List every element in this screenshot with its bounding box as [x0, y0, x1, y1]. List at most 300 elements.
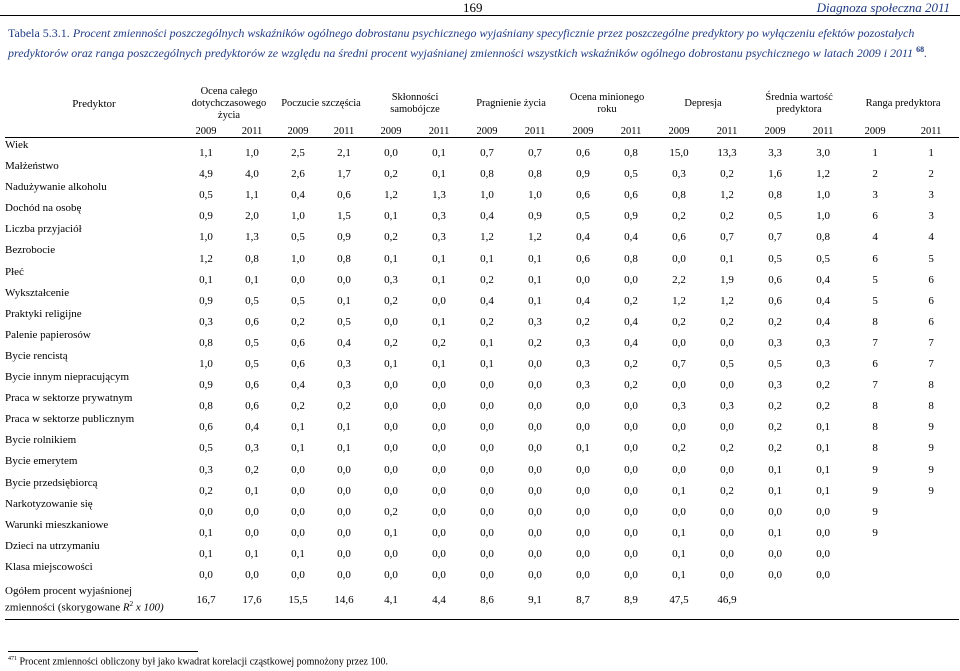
value-cell: 1,6: [768, 168, 782, 181]
value-cell: 0,5: [199, 189, 213, 202]
value-cell: 9: [872, 505, 878, 518]
running-title: Diagnoza społeczna 2011: [816, 0, 950, 15]
value-cell: 0,0: [528, 442, 542, 455]
value-cell: 1,0: [480, 189, 494, 202]
row-label: Liczba przyjaciół: [5, 223, 82, 236]
table-row: [5, 560, 959, 581]
value-cell: 0,8: [245, 252, 259, 265]
table-row: [5, 412, 959, 433]
value-cell: 0,9: [199, 294, 213, 307]
value-cell: 3: [928, 189, 934, 202]
total-value-cell: 8,6: [463, 581, 511, 620]
year-header: 2011: [903, 124, 959, 138]
value-cell: 0,6: [768, 294, 782, 307]
value-cell: 0,5: [245, 294, 259, 307]
value-cell: 0,3: [576, 379, 590, 392]
value-cell: 0,2: [384, 336, 398, 349]
value-cell: 0,0: [672, 421, 686, 434]
value-cell: 0,2: [768, 315, 782, 328]
value-cell: 0,0: [480, 379, 494, 392]
value-cell: 6: [928, 294, 934, 307]
year-header: 2009: [559, 124, 607, 138]
value-cell: 0,1: [432, 168, 446, 181]
value-cell: 0,1: [384, 252, 398, 265]
value-cell: 0,3: [720, 400, 734, 413]
value-cell: 0,5: [337, 315, 351, 328]
year-header: 2009: [275, 124, 321, 138]
value-cell: 0,2: [384, 231, 398, 244]
value-cell: 0,3: [576, 358, 590, 371]
value-cell: 0,6: [245, 400, 259, 413]
row-label: Narkotyzowanie się: [5, 497, 93, 510]
value-cell: 0,2: [672, 210, 686, 223]
value-cell: 0,0: [432, 294, 446, 307]
total-value-cell: 16,7: [183, 581, 229, 620]
value-cell: 15,0: [669, 147, 689, 160]
value-cell: 0,2: [624, 379, 638, 392]
value-cell: 0,1: [291, 442, 305, 455]
value-cell: 0,4: [291, 189, 305, 202]
value-cell: 0,0: [720, 336, 734, 349]
value-cell: 0,4: [816, 315, 830, 328]
value-cell: 0,4: [337, 336, 351, 349]
value-cell: 0,3: [816, 358, 830, 371]
value-cell: 0,1: [672, 484, 686, 497]
value-cell: 9: [928, 463, 934, 476]
total-value-cell: 46,9: [703, 581, 751, 620]
total-row-label: [5, 581, 183, 620]
table-row: [5, 391, 959, 412]
value-cell: 0,0: [576, 568, 590, 581]
value-cell: 0,7: [768, 231, 782, 244]
table-row: [5, 159, 959, 180]
value-cell: 0,2: [720, 168, 734, 181]
value-cell: 0,8: [672, 189, 686, 202]
value-cell: 0,4: [624, 231, 638, 244]
value-cell: 0,1: [291, 421, 305, 434]
group-header: Depresja: [684, 98, 722, 109]
value-cell: 1,3: [245, 231, 259, 244]
value-cell: 0,0: [432, 400, 446, 413]
value-cell: 0,0: [432, 505, 446, 518]
value-cell: 0,0: [384, 547, 398, 560]
value-cell: 0,0: [480, 463, 494, 476]
value-cell: 0,0: [576, 463, 590, 476]
year-header: 2009: [367, 124, 415, 138]
year-header: 2011: [229, 124, 275, 138]
value-cell: 9: [928, 442, 934, 455]
value-cell: 0,8: [816, 231, 830, 244]
value-cell: 0,0: [816, 547, 830, 560]
value-cell: 0,0: [337, 484, 351, 497]
value-cell: 0,0: [528, 505, 542, 518]
row-label: Bycie rencistą: [5, 349, 68, 362]
value-cell: 0,0: [337, 568, 351, 581]
value-cell: 8: [928, 400, 934, 413]
value-cell: 0,1: [384, 358, 398, 371]
value-cell: 0,0: [528, 358, 542, 371]
value-cell: 8: [928, 379, 934, 392]
value-cell: 0,1: [768, 484, 782, 497]
value-cell: 1,0: [816, 189, 830, 202]
value-cell: 0,0: [720, 421, 734, 434]
value-cell: 1,2: [672, 294, 686, 307]
table-row: [5, 476, 959, 497]
value-cell: 0,2: [624, 294, 638, 307]
value-cell: 0,0: [720, 463, 734, 476]
value-cell: 0,6: [672, 231, 686, 244]
row-label: Bezrobocie: [5, 244, 56, 257]
value-cell: 0,0: [624, 400, 638, 413]
value-cell: 0,2: [384, 505, 398, 518]
table-row: [5, 307, 959, 328]
table-caption-lead: Tabela 5.3.1.: [8, 26, 73, 40]
value-cell: 0,0: [384, 400, 398, 413]
value-cell: 0,0: [384, 379, 398, 392]
total-value-cell: 47,5: [655, 581, 703, 620]
total-value-cell: 4,1: [367, 581, 415, 620]
value-cell: 0,0: [480, 526, 494, 539]
total-label-sup: 2: [129, 600, 134, 609]
value-cell: 0,1: [337, 421, 351, 434]
value-cell: 7: [928, 336, 934, 349]
value-cell: 0,5: [768, 252, 782, 265]
table-row: [5, 180, 959, 201]
value-cell: 0,2: [576, 315, 590, 328]
value-cell: 0,0: [384, 421, 398, 434]
value-cell: 0,3: [672, 168, 686, 181]
value-cell: 0,8: [768, 189, 782, 202]
row-label: Bycie przedsiębiorcą: [5, 476, 98, 489]
value-cell: 0,0: [528, 463, 542, 476]
value-cell: 0,0: [337, 463, 351, 476]
value-cell: 0,2: [720, 315, 734, 328]
value-cell: 0,1: [432, 252, 446, 265]
header-rule: [0, 15, 960, 16]
value-cell: 0,0: [624, 421, 638, 434]
value-cell: 0,4: [576, 231, 590, 244]
value-cell: 0,6: [768, 273, 782, 286]
value-cell: 0,9: [199, 379, 213, 392]
value-cell: 5: [872, 294, 878, 307]
value-cell: 1,1: [199, 147, 213, 160]
value-cell: 0,8: [624, 252, 638, 265]
value-cell: 0,3: [199, 315, 213, 328]
row-label: Małżeństwo: [5, 160, 59, 173]
value-cell: 0,6: [245, 315, 259, 328]
value-cell: 0,0: [720, 526, 734, 539]
row-label: Wiek: [5, 139, 29, 151]
value-cell: 2,2: [672, 273, 686, 286]
footnote-rule: [8, 651, 198, 652]
value-cell: 0,0: [384, 568, 398, 581]
value-cell: 0,1: [528, 294, 542, 307]
value-cell: 0,0: [576, 526, 590, 539]
year-header: 2011: [703, 124, 751, 138]
value-cell: 1,1: [245, 189, 259, 202]
year-header-spacer: [5, 124, 183, 138]
value-cell: 1,7: [337, 168, 351, 181]
total-value-cell: 14,6: [321, 581, 367, 620]
value-cell: 5: [928, 252, 934, 265]
value-cell: 0,1: [816, 442, 830, 455]
year-header: 2011: [415, 124, 463, 138]
value-cell: 0,0: [432, 484, 446, 497]
value-cell: 6: [872, 358, 878, 371]
value-cell: 0,0: [576, 484, 590, 497]
value-cell: 0,0: [528, 421, 542, 434]
value-cell: 9: [928, 484, 934, 497]
table-body: [5, 138, 959, 620]
row-label: Dochód na osobę: [5, 202, 82, 215]
header-row-groups: [5, 84, 959, 124]
year-header: 2011: [511, 124, 559, 138]
value-cell: 0,1: [384, 210, 398, 223]
data-table: [5, 84, 959, 620]
value-cell: 0,3: [528, 315, 542, 328]
value-cell: 0,0: [720, 505, 734, 518]
value-cell: 0,0: [624, 526, 638, 539]
value-cell: 0,1: [480, 252, 494, 265]
value-cell: 0,0: [624, 273, 638, 286]
value-cell: 0,1: [672, 568, 686, 581]
value-cell: 0,6: [576, 252, 590, 265]
value-cell: 0,3: [432, 231, 446, 244]
value-cell: 0,1: [245, 547, 259, 560]
value-cell: 0,0: [337, 505, 351, 518]
total-label-r: R: [122, 601, 130, 614]
value-cell: 0,4: [816, 294, 830, 307]
group-header: Ranga predyktora: [865, 98, 941, 109]
value-cell: 0,9: [576, 168, 590, 181]
table-row: [5, 201, 959, 222]
value-cell: 0,0: [480, 421, 494, 434]
table-row: [5, 539, 959, 560]
year-header: 2009: [655, 124, 703, 138]
table-caption-text: Procent zmienności poszczególnych wskaźników ogólnego dobrostanu psychicznego wyjaśniany specyficznie przez poszczególne predyktory po wyłączeniu efektów pozostałych predyktorów oraz ranga poszczególnych predyktorów ze względu na średni procent wyjaśnianej zmienności wszystkich wskaźników ogólnego dobrostanu psychicznego w latach 2009 i 2011: [8, 26, 915, 60]
footnote-number: 471: [8, 656, 17, 662]
value-cell: 7: [928, 358, 934, 371]
value-cell: 0,5: [199, 442, 213, 455]
value-cell: 0,4: [480, 210, 494, 223]
value-cell: 0,1: [528, 252, 542, 265]
value-cell: 1,2: [480, 231, 494, 244]
value-cell: 0,0: [337, 526, 351, 539]
value-cell: 0,0: [576, 400, 590, 413]
value-cell: 8: [872, 442, 878, 455]
value-cell: 6: [928, 315, 934, 328]
value-cell: 9: [928, 421, 934, 434]
value-cell: 0,1: [384, 526, 398, 539]
value-cell: 0,1: [291, 547, 305, 560]
group-header: Ocena całego dotychczasowego życia: [191, 86, 267, 121]
value-cell: 2,5: [291, 147, 305, 160]
value-cell: 0,1: [816, 463, 830, 476]
value-cell: 1,0: [291, 252, 305, 265]
value-cell: 0,4: [816, 273, 830, 286]
value-cell: 0,3: [816, 336, 830, 349]
value-cell: 0,0: [199, 568, 213, 581]
value-cell: 0,5: [768, 358, 782, 371]
value-cell: 1,0: [245, 147, 259, 160]
value-cell: 0,5: [291, 231, 305, 244]
value-cell: 0,0: [528, 547, 542, 560]
value-cell: 0,0: [576, 273, 590, 286]
value-cell: 0,0: [528, 526, 542, 539]
value-cell: 0,2: [720, 210, 734, 223]
value-cell: 1,5: [337, 210, 351, 223]
value-cell: 0,4: [480, 294, 494, 307]
value-cell: 8: [872, 421, 878, 434]
value-cell: 0,1: [768, 526, 782, 539]
value-cell: 0,2: [291, 315, 305, 328]
value-cell: 0,8: [337, 252, 351, 265]
value-cell: 0,6: [291, 336, 305, 349]
value-cell: 0,0: [337, 273, 351, 286]
value-cell: 0,0: [672, 336, 686, 349]
value-cell: 0,0: [672, 252, 686, 265]
value-cell: 0,3: [768, 336, 782, 349]
value-cell: 0,7: [528, 147, 542, 160]
value-cell: 0,1: [432, 147, 446, 160]
row-label: Klasa miejscowości: [5, 560, 93, 573]
value-cell: 0,0: [672, 379, 686, 392]
value-cell: 1,2: [720, 294, 734, 307]
value-cell: 2,0: [245, 210, 259, 223]
value-cell: 0,2: [528, 336, 542, 349]
value-cell: 0,5: [291, 294, 305, 307]
value-cell: 0,0: [672, 463, 686, 476]
value-cell: 0,1: [245, 484, 259, 497]
value-cell: 3,0: [816, 147, 830, 160]
value-cell: [903, 560, 959, 581]
value-cell: 2: [872, 168, 878, 181]
value-cell: [847, 539, 903, 560]
value-cell: 0,1: [768, 463, 782, 476]
total-label-line1: Ogółem procent wyjaśnionej: [5, 585, 133, 598]
year-header: 2011: [799, 124, 847, 138]
value-cell: 0,1: [672, 526, 686, 539]
value-cell: 0,3: [576, 336, 590, 349]
value-cell: 1: [928, 147, 934, 160]
value-cell: 1,0: [816, 210, 830, 223]
value-cell: 0,0: [245, 505, 259, 518]
value-cell: 0,0: [576, 505, 590, 518]
value-cell: 0,5: [245, 358, 259, 371]
table-row: [5, 328, 959, 349]
group-header: Poczucie szczęścia: [281, 98, 361, 109]
footnote-text: Procent zmienności obliczony był jako kwadrat korelacji cząstkowej pomnożony przez 100.: [17, 656, 388, 668]
value-cell: 0,0: [720, 568, 734, 581]
value-cell: 0,4: [624, 336, 638, 349]
value-cell: 0,0: [291, 568, 305, 581]
value-cell: 0,0: [816, 568, 830, 581]
value-cell: 0,8: [624, 147, 638, 160]
value-cell: 8: [872, 400, 878, 413]
value-cell: 0,0: [432, 442, 446, 455]
value-cell: 0,0: [768, 505, 782, 518]
value-cell: 0,1: [432, 315, 446, 328]
total-value-cell: 9,1: [511, 581, 559, 620]
value-cell: 0,1: [432, 273, 446, 286]
value-cell: 0,2: [768, 442, 782, 455]
value-cell: 0,3: [672, 400, 686, 413]
year-header: 2011: [321, 124, 367, 138]
page-header: [0, 0, 960, 18]
value-cell: 0,3: [337, 358, 351, 371]
value-cell: 0,1: [528, 273, 542, 286]
value-cell: 0,9: [199, 210, 213, 223]
value-cell: 0,8: [199, 336, 213, 349]
value-cell: 0,5: [720, 358, 734, 371]
value-cell: 0,4: [245, 421, 259, 434]
value-cell: 0,3: [199, 463, 213, 476]
value-cell: 0,6: [199, 421, 213, 434]
value-cell: 3,3: [768, 147, 782, 160]
value-cell: 1,9: [720, 273, 734, 286]
group-header: Pragnienie życia: [476, 98, 546, 109]
row-label: Bycie rolnikiem: [5, 434, 77, 447]
value-cell: 0,5: [245, 336, 259, 349]
value-cell: 4,9: [199, 168, 213, 181]
row-label: Praktyki religijne: [5, 307, 82, 320]
value-cell: 0,2: [768, 421, 782, 434]
value-cell: 0,0: [337, 547, 351, 560]
value-cell: 0,0: [480, 547, 494, 560]
value-cell: 0,2: [384, 168, 398, 181]
value-cell: 1,0: [528, 189, 542, 202]
value-cell: 0,1: [199, 526, 213, 539]
row-label: Płeć: [5, 265, 24, 278]
year-header: 2011: [607, 124, 655, 138]
total-value-cell: 8,7: [559, 581, 607, 620]
value-cell: 9: [872, 463, 878, 476]
value-cell: 0,0: [816, 526, 830, 539]
value-cell: 6: [872, 252, 878, 265]
value-cell: 2: [928, 168, 934, 181]
predictor-column-header: Predyktor: [72, 98, 116, 110]
table-row: [5, 286, 959, 307]
row-label: Nadużywanie alkoholu: [5, 181, 107, 194]
value-cell: 0,1: [480, 358, 494, 371]
header-row-years: [5, 124, 959, 138]
value-cell: 0,0: [432, 547, 446, 560]
value-cell: 0,4: [624, 315, 638, 328]
value-cell: 0,0: [816, 505, 830, 518]
value-cell: 0,0: [432, 421, 446, 434]
value-cell: 0,0: [624, 484, 638, 497]
value-cell: 0,6: [624, 189, 638, 202]
value-cell: 0,0: [291, 526, 305, 539]
value-cell: 0,6: [291, 358, 305, 371]
value-cell: 0,9: [337, 231, 351, 244]
value-cell: 0,0: [528, 568, 542, 581]
value-cell: 0,3: [768, 379, 782, 392]
table-row: [5, 433, 959, 454]
value-cell: 0,0: [480, 505, 494, 518]
value-cell: 0,6: [576, 189, 590, 202]
value-cell: 6: [928, 273, 934, 286]
value-cell: 0,0: [624, 505, 638, 518]
value-cell: 0,0: [291, 505, 305, 518]
value-cell: 0,8: [528, 168, 542, 181]
value-cell: 1,2: [528, 231, 542, 244]
value-cell: 0,0: [432, 568, 446, 581]
table-row: [5, 138, 959, 160]
value-cell: 0,0: [480, 400, 494, 413]
value-cell: 0,6: [576, 147, 590, 160]
year-header: 2009: [751, 124, 799, 138]
